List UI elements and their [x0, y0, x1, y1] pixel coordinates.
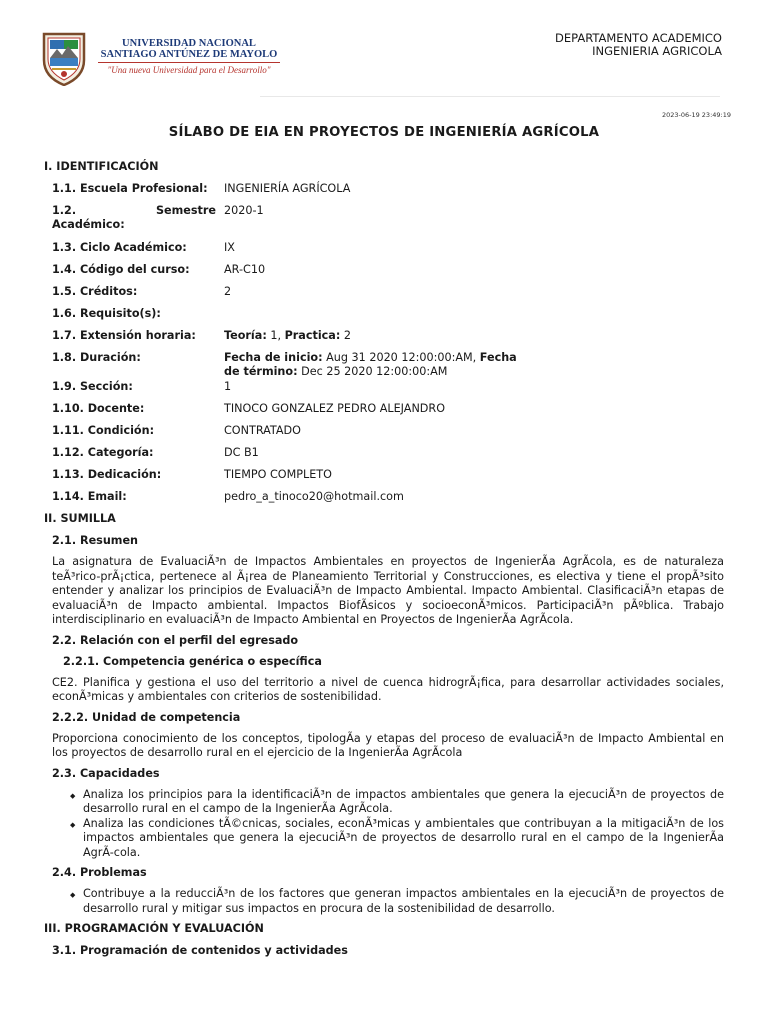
- id-row-dedicacion: [44, 468, 724, 490]
- termino-label: Fecha de término:: [224, 351, 517, 378]
- id-label: 1.6. Requisito(s):: [52, 307, 161, 320]
- page-header: [0, 0, 768, 98]
- id-row-categoria: [44, 446, 724, 468]
- id-value: 1: [224, 380, 232, 393]
- id-row-ciclo: [44, 241, 724, 263]
- university-shield-icon: [40, 30, 88, 86]
- teoria-label: Teoría:: [224, 329, 267, 342]
- id-value: AR-C10: [224, 263, 266, 276]
- id-label: 1.10. Docente:: [52, 402, 145, 415]
- teoria-value: 1,: [266, 329, 285, 342]
- id-row-escuela: [44, 182, 724, 204]
- id-label: 1.11. Condición:: [52, 424, 155, 437]
- capacidades-heading: 2.3. Capacidades: [52, 766, 160, 780]
- resumen-text: La asignatura de EvaluaciÃ³n de Impactos Ambientales en proyectos de IngenierÃa AgrÃcola, es de naturaleza teÃ³rico-prÃ¡ctica, pertenece al Ã¡rea de Planeamiento Territorial y Construcciones, es electiva y tiene el propÃ³sito entender y analizar los principios de EvaluaciÃ³n de Impacto Ambiental. Impacto Ambiental. ClasificaciÃ³n etapas de evaluaciÃ³n de Impacto ambiental. Impactos BiofÃsicos y socioeconÃ³micos. ParticipaciÃ³n pÃºblica. Trabajo interdisciplinario en evaluaciÃ³n de Impacto Ambiental en Proyectos de IngenierÃa AgrÃcola.: [52, 555, 724, 626]
- id-value: IX: [224, 241, 235, 254]
- id-label: 1.7. Extensión horaria:: [52, 329, 196, 342]
- id-row-email: [44, 490, 724, 512]
- id-value: CONTRATADO: [224, 424, 301, 437]
- department-info: [555, 32, 722, 58]
- id-row-condicion: [44, 424, 724, 446]
- generated-timestamp: 2023-06-19 23:49:19: [661, 111, 731, 119]
- id-value: [224, 307, 534, 329]
- competencia-heading: 2.2.1. Competencia genérica o específica: [63, 654, 322, 668]
- id-label: 1.4. Código del curso:: [52, 263, 190, 276]
- id-row-codigo: [44, 263, 724, 285]
- id-label: 1.8. Duración:: [52, 351, 141, 364]
- id-value: TIEMPO COMPLETO: [224, 468, 332, 481]
- id-row-docente: [44, 402, 724, 424]
- logo-line2: SANTIAGO ANTÚNEZ DE MAYOLO: [100, 49, 278, 60]
- competencia-text: CE2. Planifica y gestiona el uso del territorio a nivel de cuenca hidrogrÃ¡fica, para desarrollar actividades sociales, econÃ³micas y ambientales con criterios de sostenibilidad.: [52, 675, 724, 703]
- id-label: 1.13. Dedicación:: [52, 468, 162, 481]
- unidad-text: Proporciona conocimiento de los conceptos, tipologÃa y etapas del proceso de evaluaciÃ³n de Impacto Ambiental en los proyectos de desarrollo rural en el ejercicio de la IngenierÃa AgrÃcola: [52, 731, 724, 759]
- inicio-label: Fecha de inicio:: [224, 351, 323, 364]
- practica-value: 2: [340, 329, 352, 342]
- department-name: DEPARTAMENTO ACADEMICO: [555, 31, 722, 45]
- practica-label: Practica:: [284, 329, 341, 342]
- id-value: 2: [224, 285, 232, 298]
- id-label: 1.14. Email:: [52, 490, 127, 503]
- list-item: ◆ Analiza los principios para la identificaciÃ³n de impactos ambientales que genera la ejecuciÃ³n de proyectos de desarrollo rural en el campo de la IngenierÃa AgrÃcola.: [70, 788, 724, 817]
- logo-divider: [98, 62, 280, 63]
- id-value: DC B1: [224, 446, 259, 459]
- program-name: INGENIERIA AGRICOLA: [592, 44, 722, 58]
- id-value: [224, 351, 534, 380]
- id-value: pedro_a_tinoco20@hotmail.com: [224, 490, 404, 503]
- id-label: 1.5. Créditos:: [52, 285, 138, 298]
- unidad-heading: 2.2.2. Unidad de competencia: [52, 710, 241, 724]
- id-label: 1.3. Ciclo Académico:: [52, 241, 187, 254]
- problemas-heading: 2.4. Problemas: [52, 866, 147, 879]
- perfil-heading: 2.2. Relación con el perfil del egresado: [52, 633, 299, 647]
- id-label: 1.12. Categoría:: [52, 446, 154, 459]
- id-value: 2020-1: [224, 204, 264, 217]
- id-value: [224, 329, 534, 351]
- inicio-value: Aug 31 2020 12:00:00:AM,: [322, 351, 480, 364]
- id-value: INGENIERÍA AGRÍCOLA: [224, 182, 351, 195]
- id-value: TINOCO GONZALEZ PEDRO ALEJANDRO: [224, 402, 446, 415]
- id-row-extension: [44, 329, 724, 351]
- problemas-list: [44, 887, 724, 916]
- id-label: 1.1. Escuela Profesional:: [52, 182, 208, 195]
- id-row-seccion: [44, 380, 724, 402]
- logo-line1: UNIVERSIDAD NACIONAL: [122, 38, 256, 49]
- list-item: ◆ Contribuye a la reducciÃ³n de los factores que generan impactos ambientales en la ejecuciÃ³n de proyectos de desarrollo rural y mitigar sus impactos en procura de la sostenibilidad de desarrollo.: [70, 887, 724, 916]
- list-item: ◆ Analiza las condiciones tÃ©cnicas, sociales, econÃ³micas y ambientales que contribuyan a la mitigaciÃ³n de los impactos ambientales que genera la ejecuciÃ³n de proyectos de desarrollo rural en el campo de la IngenierÃa AgrÃ-cola.: [70, 817, 724, 861]
- resumen-heading: 2.1. Resumen: [52, 534, 138, 547]
- capacidades-list: [44, 788, 724, 861]
- document-title: SÍLABO DE EIA EN PROYECTOS DE INGENIERÍA AGRÍCOLA: [168, 125, 600, 140]
- id-row-semestre: [44, 204, 724, 241]
- id-row-duracion: [44, 351, 724, 380]
- termino-value: Dec 25 2020 12:00:00:AM: [297, 365, 448, 378]
- header-divider: [260, 96, 720, 97]
- logo-tagline: "Una nueva Universidad para el Desarrollo": [107, 65, 271, 75]
- university-logo: [40, 30, 278, 86]
- id-label: 1.2. Semestre Académico:: [52, 204, 216, 231]
- section-sumilla-heading: II. SUMILLA: [44, 512, 116, 525]
- section-programacion-heading: III. PROGRAMACIÓN Y EVALUACIÓN: [44, 922, 264, 935]
- logo-text: [94, 38, 284, 76]
- id-row-creditos: [44, 285, 724, 307]
- id-row-requisitos: [44, 307, 724, 329]
- document-body: [44, 160, 724, 965]
- section-identificacion-heading: I. IDENTIFICACIÓN: [44, 160, 159, 173]
- programacion-subheading: 3.1. Programación de contenidos y actividades: [52, 944, 348, 957]
- id-label: 1.9. Sección:: [52, 380, 133, 393]
